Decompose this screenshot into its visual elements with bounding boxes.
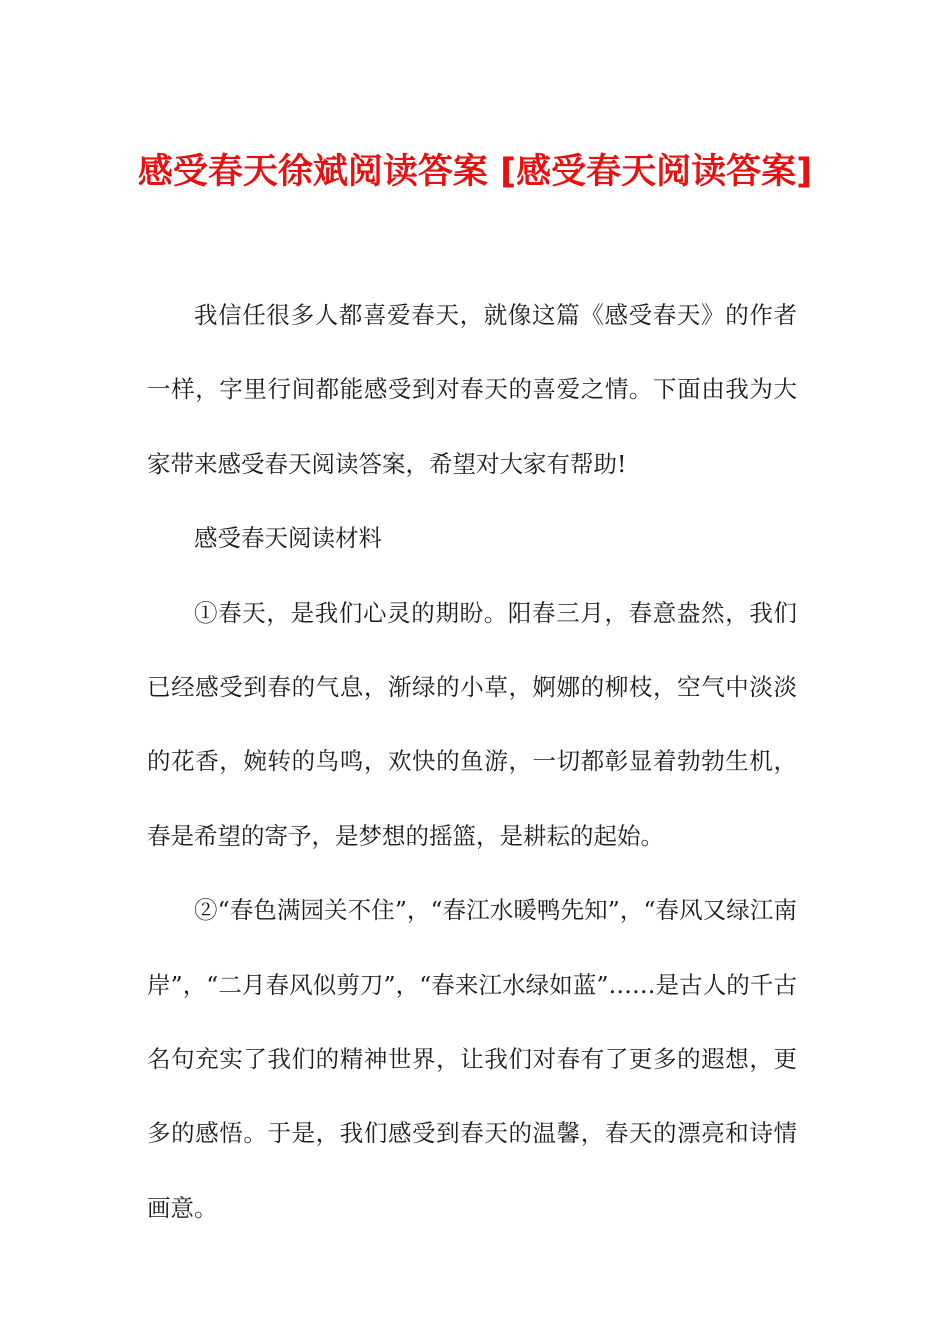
- document-body: [147, 278, 797, 1245]
- paragraph-section-heading: 感受春天阅读材料: [194, 524, 382, 553]
- paragraph-2: ②“春色满园关不住”，“春江水暖鸭先知”，“春风又绿江南岸”，“二月春风似剪刀”，“春来江水绿如蓝”……是古人的千古名句充实了我们的精神世界，让我们对春有了更多的遐想，更多的感悟。于是，我们感受到春天的温馨，春天的漂亮和诗情画意。: [147, 896, 797, 1222]
- paragraph-intro: 我信任很多人都喜爱春天，就像这篇《感受春天》的作者一样，字里行间都能感受到对春天的喜爱之情。下面由我为大家带来感受春天阅读答案，希望对大家有帮助!: [147, 301, 797, 478]
- paragraph-1: ①春天，是我们心灵的期盼。阳春三月，春意盎然，我们已经感受到春的气息，渐绿的小草，婀娜的柳枝，空气中淡淡的花香，婉转的鸟鸣，欢快的鱼游，一切都彰显着勃勃生机，春是希望的寄予，是梦想的摇篮，是耕耘的起始。: [147, 598, 797, 850]
- document-title: 感受春天徐斌阅读答案 [感受春天阅读答案]: [137, 152, 813, 192]
